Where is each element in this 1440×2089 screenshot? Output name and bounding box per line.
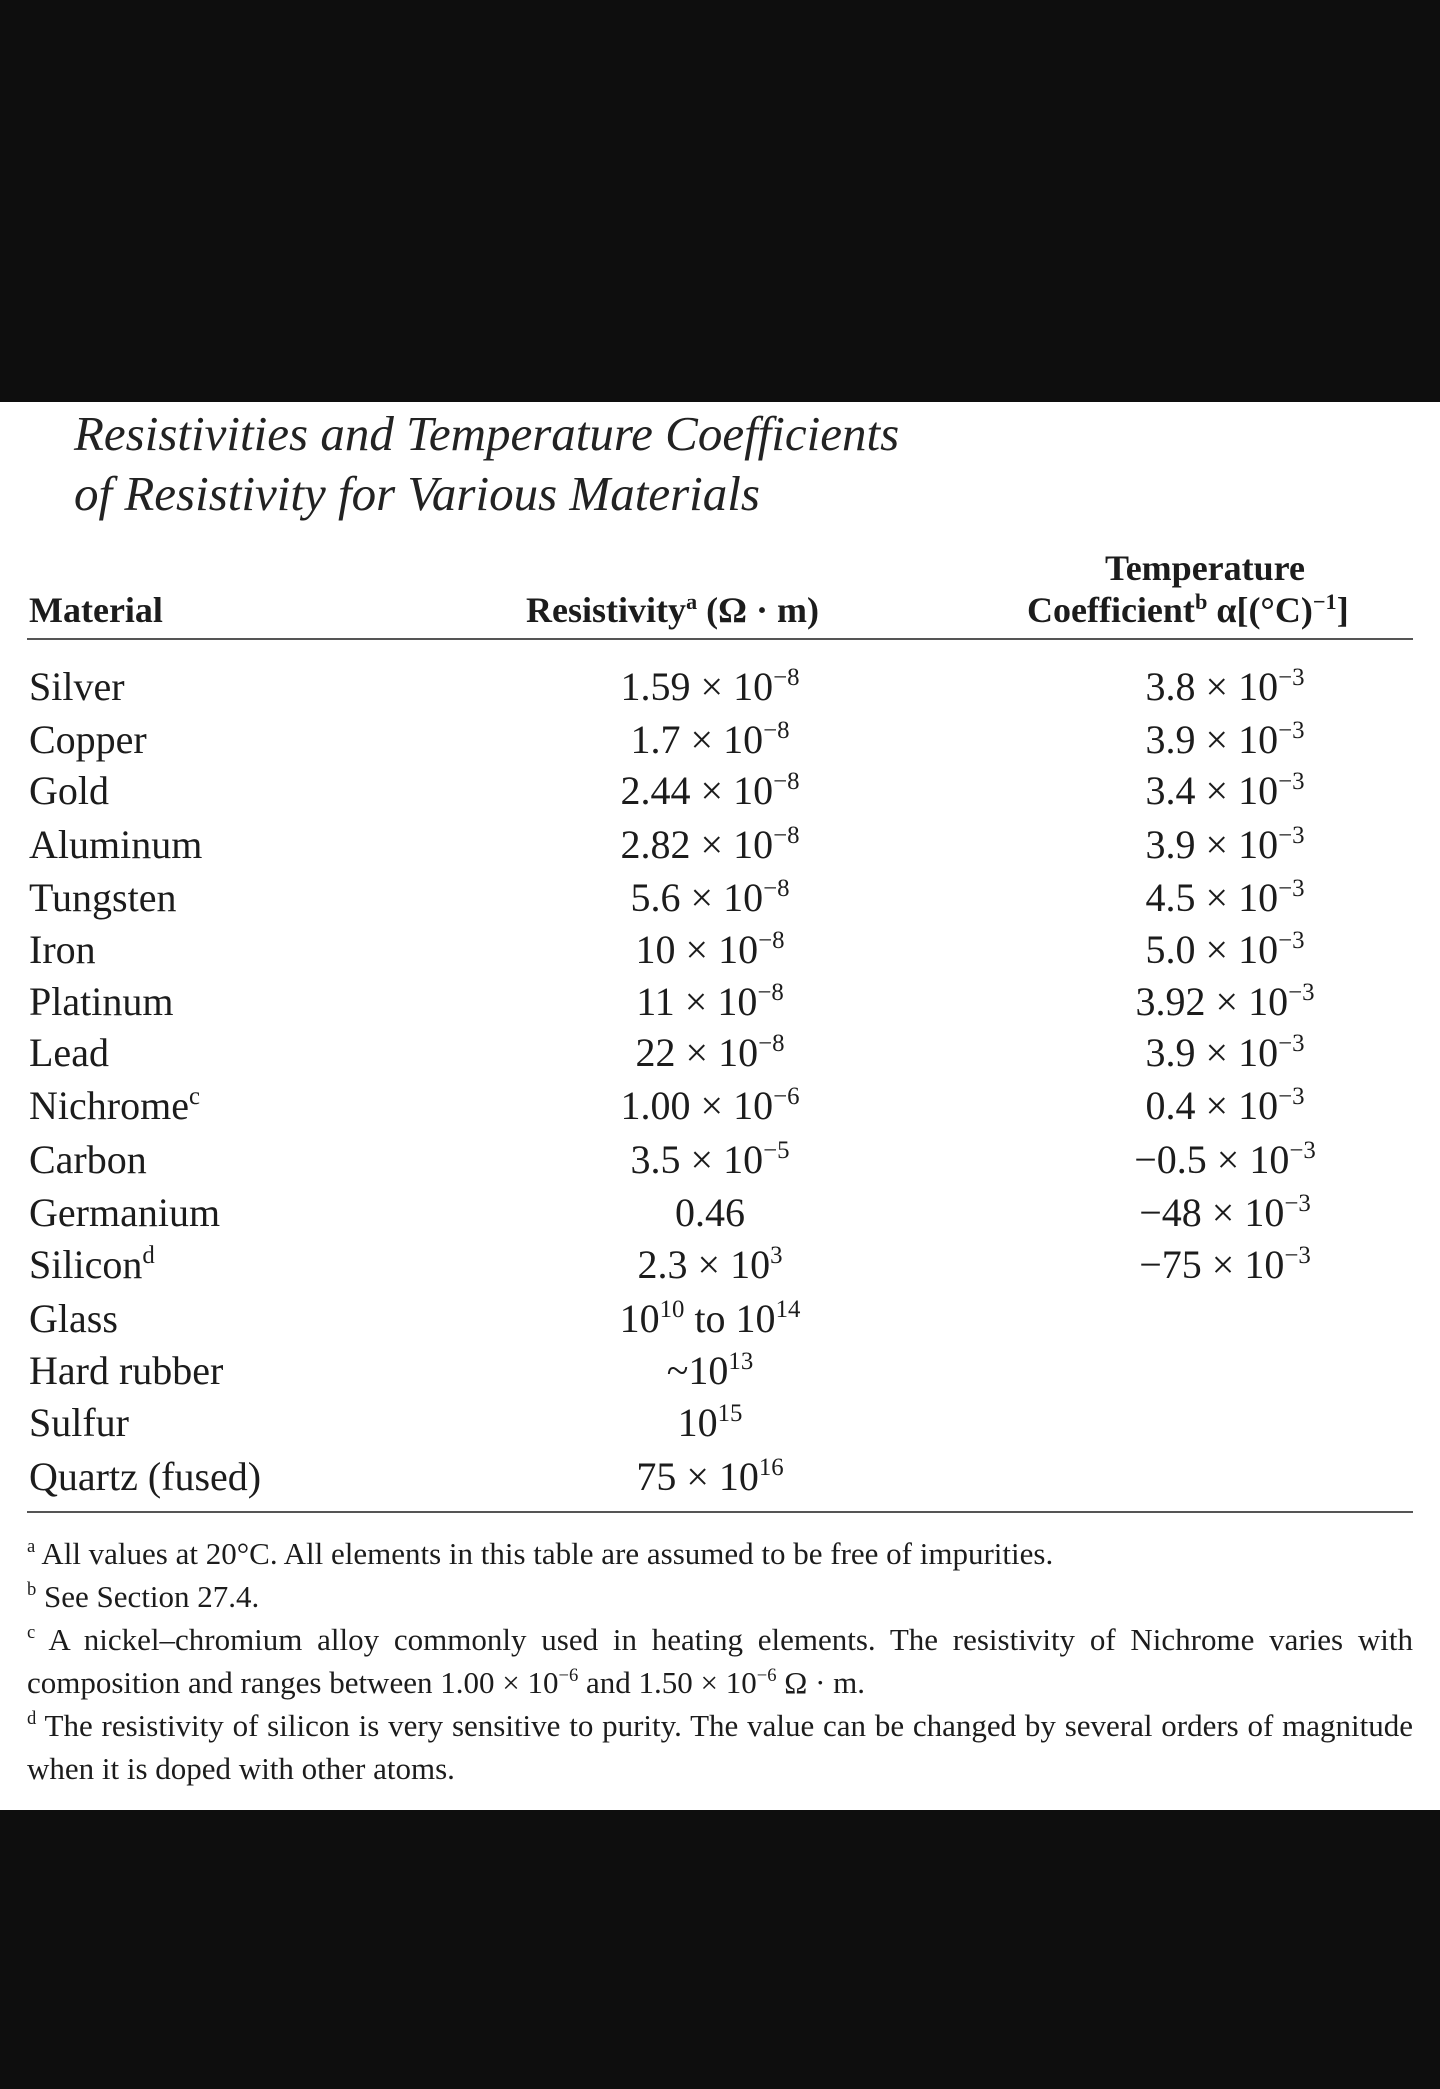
temp-coefficient-cell: $3.8 \times 10^{-3}$ [1145,664,1305,709]
temp-coefficient-cell: $5.0 \times 10^{-3}$ [1145,927,1305,972]
table-title [74,404,899,524]
temp-coefficient-cell: $3.9 \times 10^{-3}$ [1145,1030,1305,1075]
material-cell: Glass [29,1296,118,1341]
table-row [0,1396,1440,1449]
temp-coefficient-cell: $0.4 \times 10^{-3}$ [1145,1083,1305,1128]
resistivity-cell: $1.7 \times 10^{-8}$ [630,717,790,762]
material-cell: Tungsten [29,875,177,920]
table-row [0,923,1440,976]
material-cell: Carbon [29,1137,147,1182]
table-row [0,818,1440,871]
header-resistivity: Resistivity$^a$ (Ω · m) [526,588,819,630]
table-row [0,1133,1440,1186]
material-cell: Nichrome$^c$ [29,1083,200,1128]
resistivity-cell: $1.59 \times 10^{-8}$ [620,664,800,709]
temp-coefficient-cell: $4.5 \times 10^{-3}$ [1145,875,1305,920]
material-cell: Silicon$^d$ [29,1242,155,1287]
resistivity-cell: $3.5 \times 10^{-5}$ [630,1137,790,1182]
resistivity-cell: $10^{15}$ [677,1400,743,1445]
resistivity-cell: $2.82 \times 10^{-8}$ [620,822,800,867]
resistivity-cell: $75 \times 10^{16}$ [636,1454,784,1499]
resistivity-cell: $1.00 \times 10^{-6}$ [620,1083,800,1128]
footnote-a: $^a$ All values at 20°C. All elements in this table are assumed to be free of impurities. [27,1536,1054,1571]
material-cell: Copper [29,717,147,762]
material-cell: Aluminum [29,822,203,867]
resistivity-cell: $2.3 \times 10^3$ [637,1242,783,1287]
table-row [0,1026,1440,1079]
footnote-c: $^c$ A nickel–chromium alloy commonly used in heating elements. The resistivity of Nichrome varies with composition and ranges between $1.00 \times 10^{-6}$ and $1.50 \times 10^{-6}$ Ω · m. [27,1622,1413,1700]
material-cell: Hard rubber [29,1348,224,1393]
temp-coefficient-cell: $3.9 \times 10^{-3}$ [1145,822,1305,867]
material-cell: Sulfur [29,1400,129,1445]
resistivity-cell: $10^{10}$ to $10^{14}$ [619,1296,801,1341]
resistivity-cell: $11 \times 10^{-8}$ [636,979,784,1024]
table-row [0,1344,1440,1397]
table-row [0,871,1440,924]
table-row [0,975,1440,1028]
table-page [0,402,1440,1810]
footnote-d: $^d$ The resistivity of silicon is very sensitive to purity. The value can be changed by several orders of magnitude when it is doped with other atoms. [27,1708,1413,1786]
material-cell: Silver [29,664,125,709]
material-cell: Germanium [29,1190,221,1235]
material-cell: Iron [29,927,96,972]
resistivity-cell: $22 \times 10^{-8}$ [635,1030,785,1075]
table-row [0,1292,1440,1345]
header-material: Material [29,590,163,630]
material-cell: Platinum [29,979,174,1024]
resistivity-cell: 0.46 [675,1190,745,1235]
footnotes [27,1532,1413,1790]
table-row [0,713,1440,766]
resistivity-cell: $\sim 10^{13}$ [666,1348,754,1393]
temp-coefficient-cell: $-0.5 \times 10^{-3}$ [1134,1137,1316,1182]
temp-coefficient-cell: $-75 \times 10^{-3}$ [1139,1242,1311,1287]
temp-coefficient-cell: $3.9 \times 10^{-3}$ [1145,717,1305,762]
temp-coefficient-cell: $3.4 \times 10^{-3}$ [1145,768,1305,813]
header-temperature-line1: Temperature [1105,548,1305,588]
temp-coefficient-cell: $3.92 \times 10^{-3}$ [1135,979,1315,1024]
resistivity-cell: $2.44 \times 10^{-8}$ [620,768,800,813]
material-cell: Lead [29,1030,109,1075]
table-row [0,1238,1440,1291]
temp-coefficient-cell: $-48 \times 10^{-3}$ [1139,1190,1311,1235]
table-row [0,1079,1440,1132]
table-row [0,1186,1440,1239]
header-temperature-coefficient: Coefficient$^b$ $\alpha[(^\circ C)^{-1}]$ [1027,588,1349,630]
resistivity-cell: $10 \times 10^{-8}$ [635,927,785,972]
table-row [0,764,1440,817]
material-cell: Gold [29,768,109,813]
footnote-b: $^b$ See Section 27.4. [27,1579,260,1614]
material-cell: Quartz (fused) [29,1454,262,1499]
table-row [0,660,1440,713]
title-line-1: Resistivities and Temperature Coefficients [74,406,900,461]
table-bottom-rule [27,1511,1413,1513]
table-row [0,1450,1440,1503]
header-rule [27,638,1413,640]
resistivity-cell: $5.6 \times 10^{-8}$ [630,875,790,920]
title-line-2: of Resistivity for Various Materials [74,466,760,521]
